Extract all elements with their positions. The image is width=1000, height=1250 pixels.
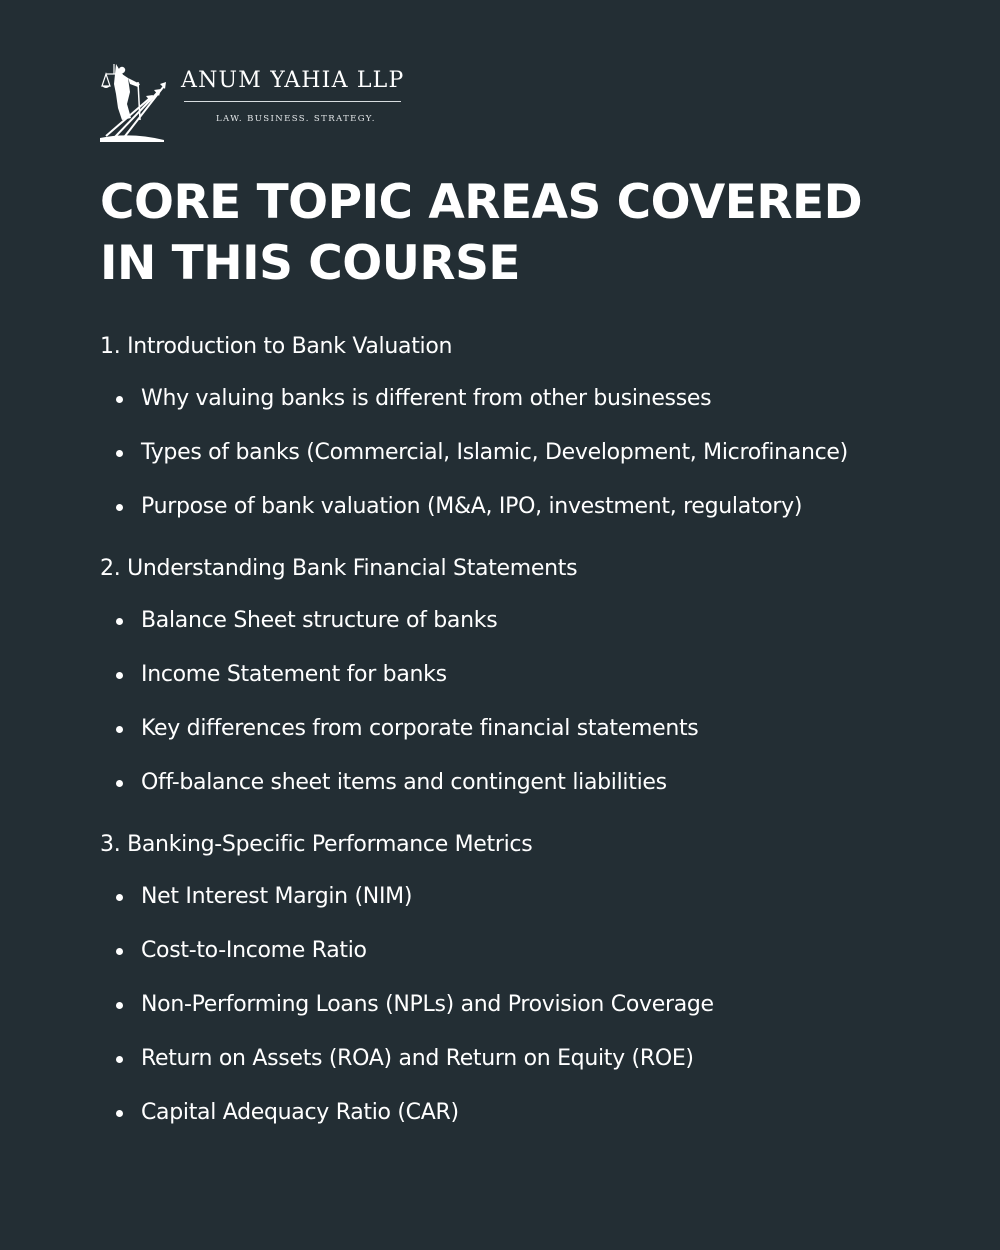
list-item	[100, 1046, 960, 1072]
list-item-text: Why valuing banks is different from other businesses	[141, 386, 712, 411]
list-item-text: Non-Performing Loans (NPLs) and Provision Coverage	[141, 992, 714, 1017]
list-item-text: Key differences from corporate financial statements	[141, 716, 699, 741]
list-item	[100, 938, 960, 964]
bullet-icon	[116, 726, 123, 733]
topic-list	[100, 884, 960, 1126]
page-title-line-1: CORE TOPIC AREAS COVERED	[100, 175, 863, 230]
bullet-icon	[116, 1110, 123, 1117]
brand-logo	[100, 58, 420, 142]
brand-tagline: LAW. BUSINESS. STRATEGY.	[216, 114, 376, 124]
brand-divider	[184, 101, 401, 102]
topic-list	[100, 608, 960, 796]
list-item-text: Return on Assets (ROA) and Return on Equity (ROE)	[141, 1046, 694, 1071]
bullet-icon	[116, 672, 123, 679]
page-title	[100, 172, 960, 294]
list-item-text: Types of banks (Commercial, Islamic, Development, Microfinance)	[141, 440, 848, 465]
bullet-icon	[116, 618, 123, 625]
list-item-text: Net Interest Margin (NIM)	[141, 884, 413, 909]
section-heading: 1. Introduction to Bank Valuation	[100, 334, 453, 359]
bullet-icon	[116, 1002, 123, 1009]
section-financial-statements	[100, 554, 960, 796]
bullet-icon	[116, 780, 123, 787]
list-item	[100, 770, 960, 796]
bullet-icon	[116, 450, 123, 457]
lady-justice-icon	[100, 58, 166, 142]
list-item-text: Capital Adequacy Ratio (CAR)	[141, 1100, 459, 1125]
list-item-text: Cost-to-Income Ratio	[141, 938, 367, 963]
bullet-icon	[116, 948, 123, 955]
section-heading: 3. Banking-Specific Performance Metrics	[100, 832, 533, 857]
list-item	[100, 1100, 960, 1126]
list-item	[100, 992, 960, 1018]
brand-name: ANUM YAHIA LLP	[181, 68, 405, 93]
bullet-icon	[116, 894, 123, 901]
topic-sections	[100, 332, 960, 1160]
list-item	[100, 440, 960, 466]
bullet-icon	[116, 1056, 123, 1063]
list-item-text: Income Statement for banks	[141, 662, 447, 687]
list-item	[100, 662, 960, 688]
list-item	[100, 716, 960, 742]
list-item-text: Off-balance sheet items and contingent liabilities	[141, 770, 667, 795]
list-item-text: Balance Sheet structure of banks	[141, 608, 498, 633]
list-item	[100, 386, 960, 412]
page-title-line-2: IN THIS COURSE	[100, 236, 521, 291]
list-item-text: Purpose of bank valuation (M&A, IPO, investment, regulatory)	[141, 494, 803, 519]
section-performance-metrics	[100, 830, 960, 1126]
list-item	[100, 608, 960, 634]
section-heading: 2. Understanding Bank Financial Statements	[100, 556, 578, 581]
list-item	[100, 494, 960, 520]
list-item	[100, 884, 960, 910]
section-introduction	[100, 332, 960, 520]
bullet-icon	[116, 504, 123, 511]
topic-list	[100, 386, 960, 520]
bullet-icon	[116, 396, 123, 403]
